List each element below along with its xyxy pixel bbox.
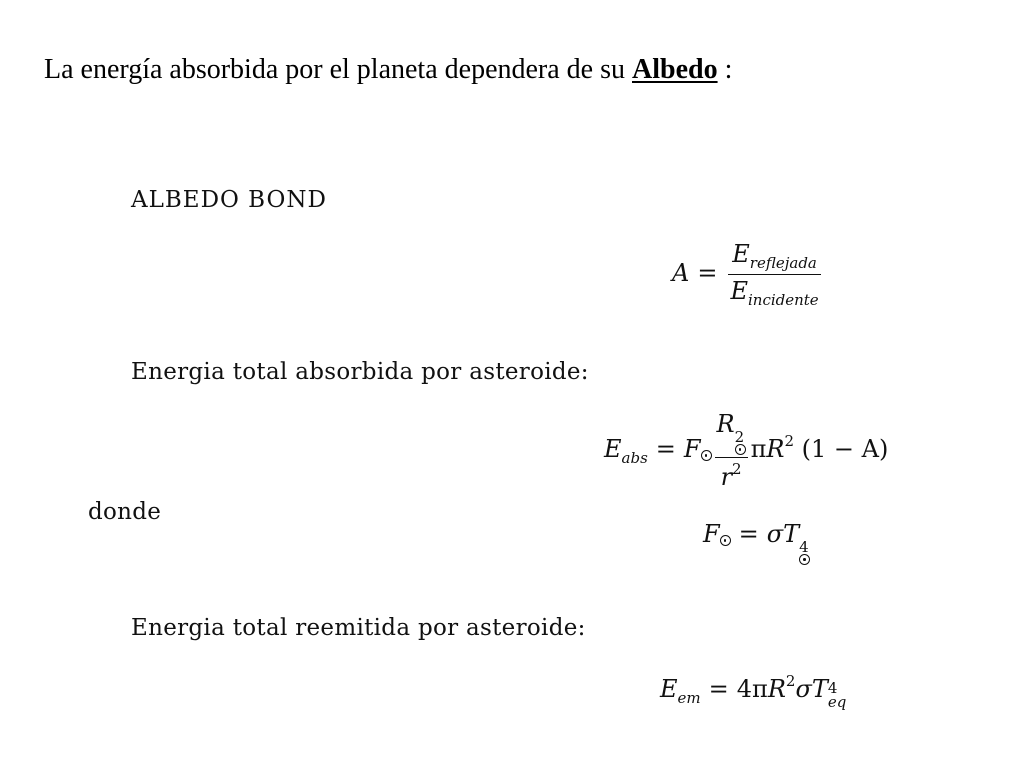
sigma-symbol: σ (766, 520, 784, 548)
distance-symbol: r (720, 463, 733, 491)
albedo-denominator (728, 275, 820, 309)
sun-symbol-icon (701, 450, 712, 461)
sun-symbol-icon (720, 535, 731, 546)
radius-ratio-fraction (715, 410, 748, 491)
pi-symbol: π (752, 675, 768, 703)
emitted-heading: Energia total reemitida por asteroide: (131, 615, 586, 641)
distance-exponent: 2 (732, 460, 742, 478)
where-label: donde (88, 499, 162, 525)
absorbed-energy-equation (604, 410, 888, 491)
fraction-numerator (715, 410, 748, 458)
solar-flux-equation (703, 520, 810, 565)
numerator-subscript: reflejada (749, 254, 817, 272)
headline-keyword: Albedo (632, 54, 718, 85)
emitted-lhs-symbol: E (660, 675, 678, 703)
albedo-heading: ALBEDO BOND (131, 187, 327, 213)
albedo-numerator (728, 240, 820, 275)
denominator-subscript: incidente (747, 291, 819, 309)
pi-symbol: π (750, 435, 767, 463)
sigma-symbol: σ (795, 675, 812, 703)
emitted-energy-equation (660, 672, 846, 709)
fraction-denominator (715, 458, 748, 491)
headline-suffix: : (717, 54, 733, 85)
flux-lhs-symbol: F (703, 520, 720, 548)
slide-headline (44, 52, 732, 88)
emitted-coefficient: 4 (736, 675, 753, 703)
equilibrium-temperature-symbol: T (811, 675, 828, 703)
absorbed-lhs-symbol: E (604, 435, 622, 463)
temperature-exponent: 4 (799, 538, 809, 556)
albedo-lhs: A (672, 259, 690, 287)
asteroid-radius-symbol: R (767, 675, 786, 703)
absorbed-lhs-subscript: abs (621, 449, 648, 467)
equals-sign: = (655, 435, 676, 463)
sun-symbol-icon (735, 444, 746, 455)
equals-sign: = (738, 520, 759, 548)
equals-sign: = (697, 259, 718, 287)
asteroid-radius-exponent: 2 (785, 672, 796, 690)
solar-flux-symbol: F (683, 435, 701, 463)
absorbed-heading: Energia total absorbida por asteroide: (131, 359, 589, 385)
equals-sign: = (708, 675, 729, 703)
denominator-symbol: E (730, 277, 748, 305)
sun-symbol-icon (799, 554, 810, 565)
solar-radius-exponent: 2 (734, 428, 745, 446)
albedo-fraction (728, 240, 820, 309)
albedo-equation (672, 240, 824, 309)
albedo-factor: (1 − A) (801, 435, 889, 463)
temperature-exponent: 4 (827, 679, 838, 697)
asteroid-radius-symbol: R (766, 435, 785, 463)
headline-text: La energía absorbida por el planeta dependera de su (44, 54, 632, 85)
solar-temperature-symbol: T (783, 520, 800, 548)
numerator-symbol: E (732, 240, 750, 268)
temperature-subscript: eq (827, 693, 847, 711)
asteroid-radius-exponent: 2 (784, 432, 795, 450)
emitted-lhs-subscript: em (677, 689, 701, 707)
solar-radius-symbol: R (716, 410, 735, 438)
